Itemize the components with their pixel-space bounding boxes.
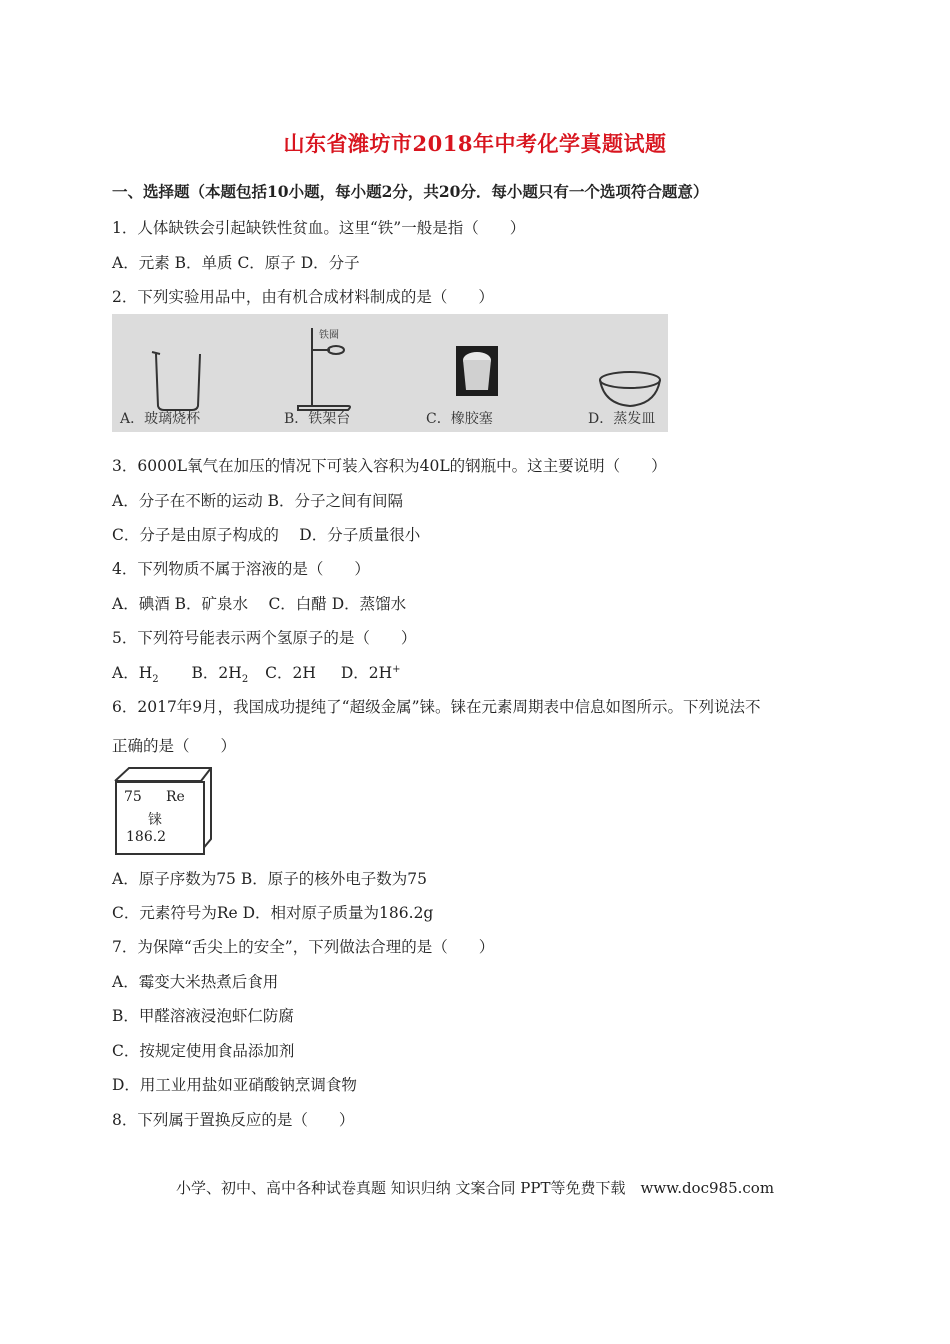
- lab-equipment-figure: [112, 314, 668, 432]
- question-1-options: A．元素 B．单质 C．原子 D．分子: [112, 254, 360, 272]
- question-3-options-cd: C．分子是由原子构成的 D．分子质量很小: [112, 526, 421, 544]
- question-4-options: A．碘酒 B．矿泉水 C．白醋 D．蒸馏水: [112, 595, 407, 613]
- atomic-mass: 186.2: [126, 829, 167, 845]
- question-6-options-ab: A．原子序数为75 B．原子的核外电子数为75: [112, 870, 427, 888]
- option-c: C．2H: [265, 664, 316, 682]
- beaker-icon: [152, 352, 200, 410]
- question-8: 8．下列属于置换反应的是（ ）: [112, 1111, 355, 1129]
- caption-beaker: A．玻璃烧杯: [120, 411, 201, 427]
- question-6-line-2: 正确的是（ ）: [112, 737, 237, 755]
- question-5: 5．下列符号能表示两个氢原子的是（ ）: [112, 629, 417, 647]
- option-a: A．$H_2$: [112, 664, 159, 686]
- rubber-stopper-icon: [456, 346, 498, 396]
- document-title: 山东省潍坊市2018年中考化学真题试题: [283, 131, 667, 156]
- element-card-figure: [112, 767, 214, 855]
- question-7: 7．为保障“舌尖上的安全”，下列做法合理的是（ ）: [112, 938, 495, 956]
- evaporating-dish-icon: [600, 372, 660, 406]
- question-3-options-ab: A．分子在不断的运动 B．分子之间有间隔: [112, 492, 404, 510]
- section-heading: 一、选择题（本题包括10小题，每小题2分，共20分．每小题只有一个选项符合题意）: [112, 182, 709, 201]
- option-d: D．2H+: [340, 663, 401, 682]
- question-3: 3．6000L氧气在加压的情况下可装入容积为40L的钢瓶中。这主要说明（ ）: [112, 457, 667, 475]
- question-7-option-d: D．用工业用盐如亚硝酸钠烹调食物: [112, 1076, 357, 1094]
- atomic-number: 75: [124, 789, 142, 805]
- caption-iron-stand: B．铁架台: [284, 411, 351, 427]
- question-2: 2．下列实验用品中，由有机合成材料制成的是（ ）: [112, 288, 494, 306]
- question-7-option-b: B．甲醛溶液浸泡虾仁防腐: [112, 1007, 294, 1025]
- element-symbol: Re: [166, 789, 185, 805]
- element-name: 铼: [148, 812, 162, 828]
- question-5-options: [112, 661, 401, 685]
- option-b: B．$2H_2$: [191, 664, 249, 686]
- caption-evaporating-dish: D．蒸发皿: [588, 411, 656, 427]
- question-7-option-a: A．霉变大米热煮后食用: [112, 973, 279, 991]
- question-6-line-1: 6．2017年9月，我国成功提纯了“超级金属”铼。铼在元素周期表中信息如图所示。下列说法不: [112, 698, 761, 716]
- question-1: 1．人体缺铁会引起缺铁性贫血。这里“铁”一般是指（ ）: [112, 219, 526, 237]
- page-footer: 小学、初中、高中各种试卷真题 知识归纳 文案合同 PPT等免费下载 www.doc985.com: [175, 1179, 775, 1197]
- iron-ring-label: 铁圈: [319, 330, 339, 341]
- question-6-options-cd: C．元素符号为Re D．相对原子质量为186.2g: [112, 904, 434, 922]
- caption-rubber-stopper: C．橡胶塞: [426, 411, 493, 427]
- question-7-option-c: C．按规定使用食品添加剂: [112, 1042, 295, 1060]
- question-4: 4．下列物质不属于溶液的是（ ）: [112, 560, 370, 578]
